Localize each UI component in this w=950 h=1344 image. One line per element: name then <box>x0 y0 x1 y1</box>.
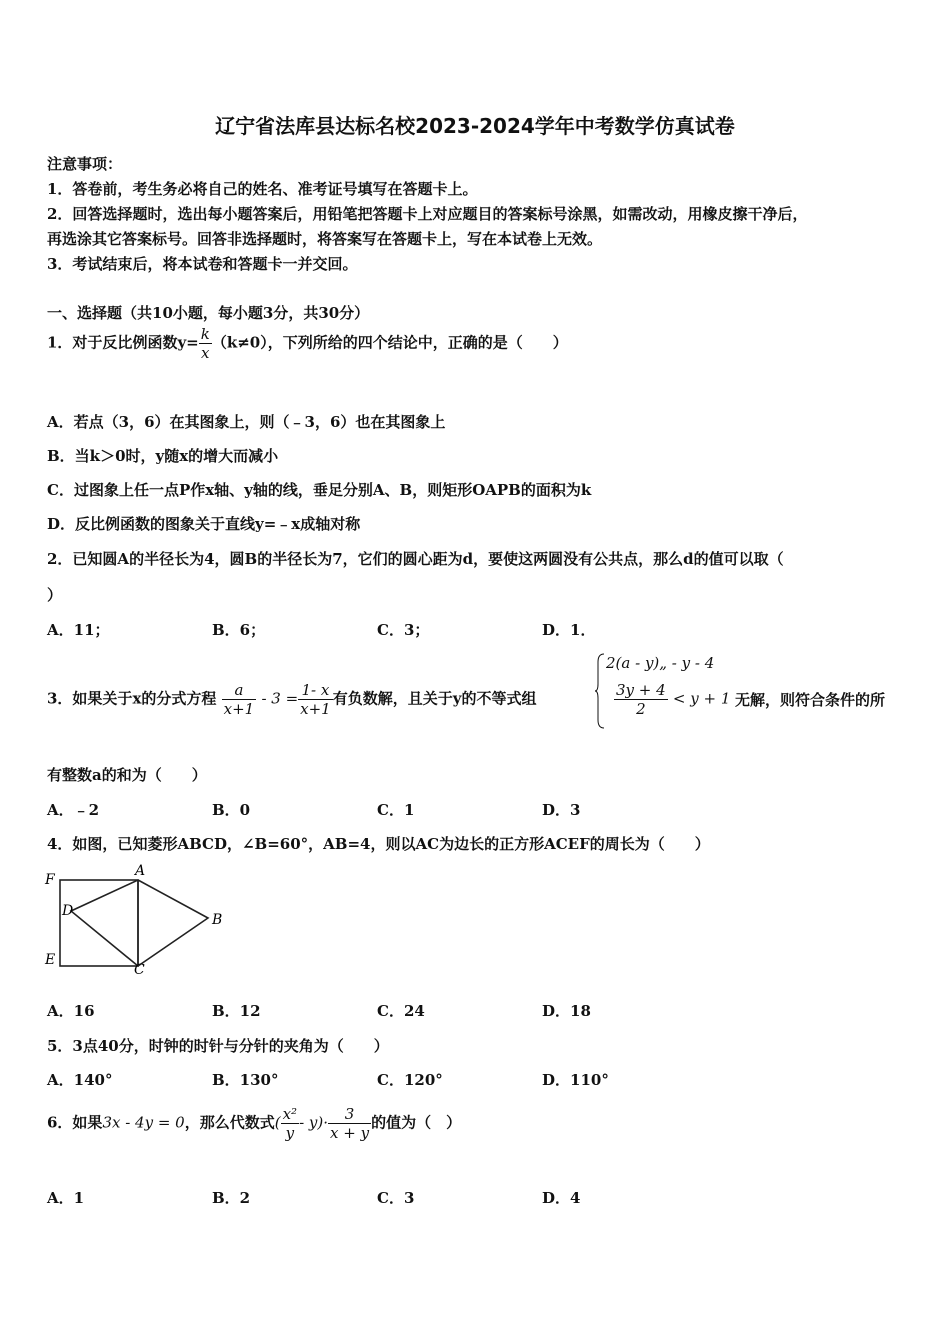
q6-fraction-2 <box>328 1105 371 1142</box>
page-title: 辽宁省法库县达标名校2023-2024学年中考数学仿真试卷 <box>215 114 735 138</box>
q3-f2-num: 1- x <box>301 681 330 699</box>
rhombus-square-figure <box>40 862 230 976</box>
q6-f1-num: x² <box>282 1105 298 1123</box>
section-heading: 一、选择题（共10小题，每小题3分，共30分） <box>47 304 370 322</box>
q2-option-b: B．6； <box>212 621 266 639</box>
q6-fraction-1 <box>281 1105 299 1142</box>
q4-option-b: B．12 <box>212 1002 261 1020</box>
q3-brace <box>594 652 606 730</box>
q3-ineq2-den: 2 <box>614 699 668 718</box>
q2-option-d: D．1． <box>542 621 596 639</box>
label-f: F <box>45 872 55 888</box>
q1-frac-num: k <box>200 325 210 343</box>
q6-prefix: 6．如果 <box>47 1113 103 1132</box>
q4-option-c: C．24 <box>377 1002 425 1020</box>
q1-suffix: （k≠0），下列所给的四个结论中，正确的是（ ） <box>211 333 568 352</box>
q3-inequality-2 <box>614 681 730 718</box>
q6-f2-den: x + y <box>330 1124 370 1142</box>
notice-item: 1．答卷前，考生务必将自己的姓名、准考证号填写在答题卡上。 <box>47 180 478 198</box>
q6-f1-den: y <box>281 1123 299 1142</box>
question-2-cont: ） <box>47 586 63 604</box>
q3-option-d: D．3 <box>542 801 581 819</box>
q6-option-c: C．3 <box>377 1189 415 1207</box>
q6-option-b: B．2 <box>212 1189 251 1207</box>
question-5: 5．3点40分，时钟的时针与分针的夹角为（ ） <box>47 1037 389 1055</box>
q3-f1-num: a <box>234 681 244 699</box>
label-d: D <box>62 903 74 919</box>
label-a: A <box>135 863 146 879</box>
q2-option-c: C．3； <box>377 621 430 639</box>
q6-suffix: 的值为（ ） <box>371 1113 462 1132</box>
label-c: C <box>134 962 145 976</box>
q6-expr-mid: - y) <box>299 1113 324 1132</box>
q6-option-d: D．4 <box>542 1189 581 1207</box>
q3-option-a: A．﹣2 <box>47 801 100 819</box>
q1-option-d: D．反比例函数的图象关于直线y=﹣x成轴对称 <box>47 515 361 533</box>
q5-option-a: A．140° <box>47 1071 113 1089</box>
q3-ineq2-fraction <box>614 681 668 718</box>
q3-ineq2-rhs: < y + 1 <box>672 689 731 708</box>
question-2: 2．已知圆A的半径长为4，圆B的半径长为7，它们的圆心距为d，要使这两圆没有公共点，那么d的值可以取（ <box>47 550 784 568</box>
q3-option-b: B．0 <box>212 801 251 819</box>
q1-fraction <box>199 325 212 362</box>
q6-equation: 3x - 4y = 0 <box>102 1113 185 1132</box>
q4-option-d: D．18 <box>542 1002 591 1020</box>
q3-f2-den: x+1 <box>300 700 331 718</box>
notice-heading: 注意事项： <box>47 155 123 173</box>
q3-mid1: - 3 = <box>261 689 299 708</box>
q4-option-a: A．16 <box>47 1002 95 1020</box>
label-e: E <box>45 952 56 968</box>
q2-option-a: A．11； <box>47 621 110 639</box>
notice-item: 再选涂其它答案标号。回答非选择题时，将答案写在答题卡上，写在本试卷上无效。 <box>47 230 603 248</box>
q1-option-a: A．若点（3，6）在其图象上，则（﹣3，6）也在其图象上 <box>47 413 446 431</box>
q3-fraction-2 <box>298 681 333 718</box>
q1-frac-den: x <box>199 343 212 362</box>
question-4: 4．如图，已知菱形ABCD，∠B=60°，AB=4，则以AC为边长的正方形ACEF的周长为（ ） <box>47 835 710 853</box>
square-acef <box>60 880 138 966</box>
q3-mid2: 有负数解，且关于y的不等式组 <box>332 689 537 708</box>
q3-inequality-1: 2(a - y)„ - y - 4 <box>606 654 715 672</box>
q6-dot: · <box>323 1113 329 1132</box>
q3-suffix: 无解，则符合条件的所 <box>735 691 886 709</box>
question-6 <box>47 1105 461 1142</box>
q5-option-d: D．110° <box>542 1071 609 1089</box>
label-b: B <box>212 912 223 928</box>
q6-option-a: A．1 <box>47 1189 85 1207</box>
question-3 <box>47 681 536 718</box>
question-1 <box>47 325 568 362</box>
rhombus-abcd <box>71 880 208 966</box>
q1-option-b: B．当k＞0时，y随x的增大而减小 <box>47 447 279 465</box>
q1-option-c: C．过图象上任一点P作x轴、y轴的线，垂足分别A、B，则矩形OAPB的面积为k <box>47 481 592 499</box>
q6-mid: ，那么代数式 <box>184 1113 275 1132</box>
q3-option-c: C．1 <box>377 801 415 819</box>
q6-open-paren: ( <box>274 1113 281 1132</box>
notice-item: 2．回答选择题时，选出每小题答案后，用铅笔把答题卡上对应题目的答案标号涂黑，如需改动，用橡皮擦干净后， <box>47 205 808 223</box>
q3-prefix: 3．如果关于x的分式方程 <box>47 689 217 708</box>
q5-option-c: C．120° <box>377 1071 443 1089</box>
q3-fraction-1 <box>222 681 257 718</box>
q6-f2-num: 3 <box>344 1105 355 1123</box>
question-3-cont: 有整数a的和为（ ） <box>47 766 207 784</box>
q3-f1-den: x+1 <box>223 700 255 718</box>
notice-item: 3．考试结束后，将本试卷和答题卡一并交回。 <box>47 255 358 273</box>
q1-prefix: 1．对于反比例函数y= <box>47 333 199 352</box>
q5-option-b: B．130° <box>212 1071 279 1089</box>
q3-ineq2-num: 3y + 4 <box>616 681 666 699</box>
